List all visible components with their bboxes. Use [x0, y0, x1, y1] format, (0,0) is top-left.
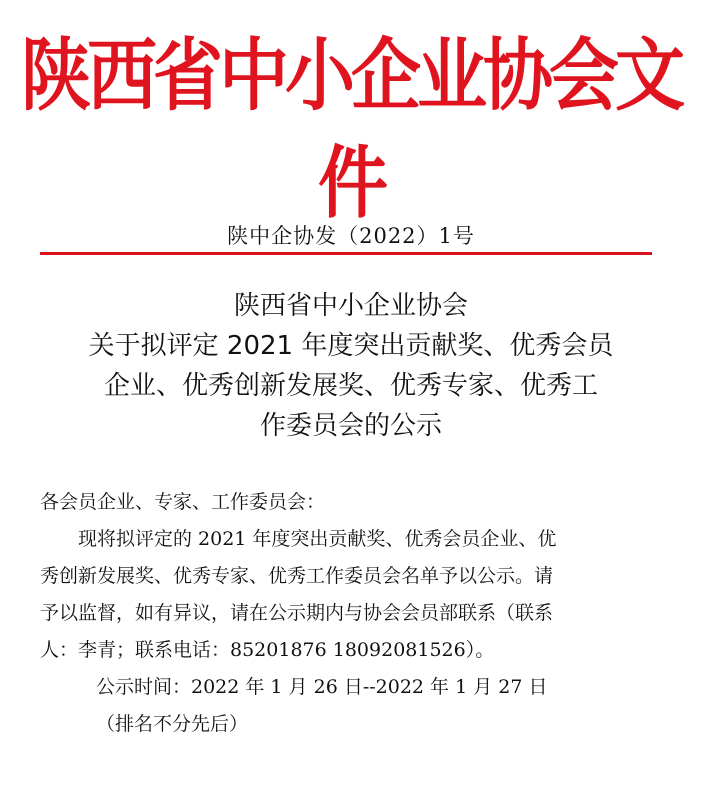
paragraph-line-1: 现将拟评定的 2021 年度突出贡献奖、优秀会员企业、优	[78, 528, 557, 550]
notice-body	[40, 484, 680, 743]
title-line-1: 关于拟评定 2021 年度突出贡献奖、优秀会员	[88, 331, 614, 361]
title-line-3: 作委员会的公示	[259, 411, 442, 441]
document-masthead: 陕西省中小企业协会文件	[21, 28, 681, 230]
title-line-2: 企业、优秀创新发展奖、优秀专家、优秀工	[103, 371, 598, 401]
red-divider-rule	[40, 252, 652, 255]
paragraph-line-2: 秀创新发展奖、优秀专家、优秀工作委员会名单予以公示。请	[40, 565, 554, 587]
document-number: 陕中企协发（2022）1号	[227, 224, 475, 248]
ranking-note: （排名不分先后）	[96, 713, 249, 735]
notice-title	[30, 286, 672, 446]
salutation: 各会员企业、专家、工作委员会：	[40, 491, 326, 513]
title-org: 陕西省中小企业协会	[233, 291, 468, 321]
paragraph-line-3: 予以监督，如有异议，请在公示期内与协会会员部联系（联系	[40, 602, 554, 624]
paragraph-line-4: 人：李青；联系电话：85201876 18092081526）。	[40, 639, 495, 661]
publicity-period: 公示时间：2022 年 1 月 26 日--2022 年 1 月 27 日	[96, 676, 548, 698]
